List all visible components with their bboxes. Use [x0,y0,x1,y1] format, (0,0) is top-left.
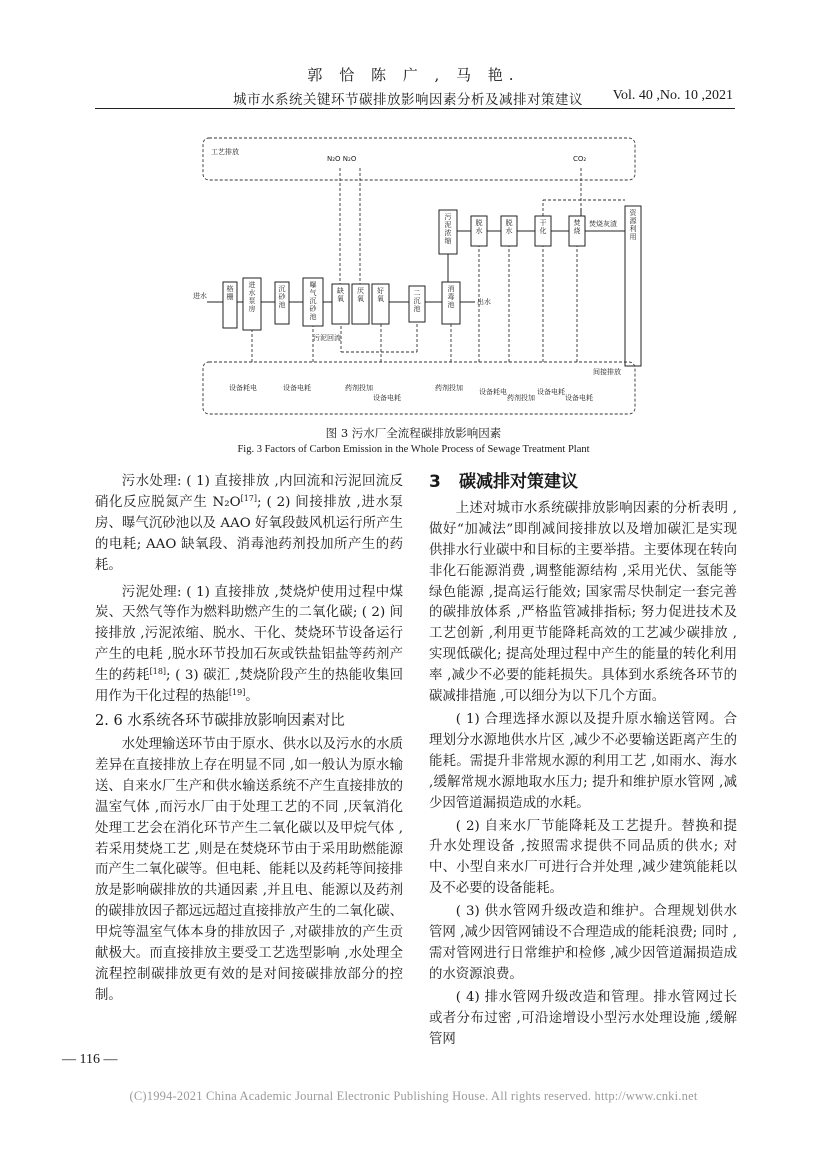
box-anoxic-label: 缺氧 [337,287,344,303]
paragraph-overview: 上述对城市水系统碳排放影响因素的分析表明 ,做好“加减法”即削减间接排放以及增加碳汇是实现供排水行业碳中和目标的主要举措。主要体现在转向非化石能源消费 ,调整能源结构 ,采用光伏、氢能等绿色能源 ,提高运行能效; 国家需尽快制定一套完善的碳排放体系 ,严格监管减排指标; 努力促进技术及工艺创新 ,利用更节能降耗高效的工艺减少碳排放 ,实现低碳化; 提高处理过程中产生的能量的转化利用率 ,减少不必要的能耗损失。具体到水系统各环节的碳减排措施 ,可以细分为以下几个方面。 [429,500,737,705]
indirect-emission-label: 间接排放 [593,368,621,376]
indirect-item: 药剂投加 [507,394,535,402]
left-column [95,472,403,1007]
box-disinfect-label: 消毒池 [447,285,455,309]
indirect-items [229,383,593,402]
outlet-label: 出水 [477,298,491,306]
inlet-label: 进水 [193,292,207,300]
burn-side-label: 焚烧灰渣 [589,220,617,228]
box-drying-label: 干化 [539,219,547,235]
paragraph-wastewater: 污水处理: ( 1) 直接排放 ,内回流和污泥回流反硝化反应脱氮产生 N₂O[17]; ( 2) 间接排放 ,进水泵房、曝气沉砂池以及 AAO 好氧段鼓风机运行所产生的电耗; AAO 缺氧段、消毒池药剂投加所产生的药耗。 [95,474,403,573]
section-heading-2-6: 2. 6 水系统各环节碳排放影响因素对比 [95,712,345,729]
box-secondary-label: 二沉池 [413,289,421,313]
box-incineration-label: 焚烧 [573,219,581,235]
box-anaerobic-label: 厌氧 [357,287,364,303]
indirect-item: 药剂投加 [345,384,373,392]
box-dewater2-label: 脱水 [505,219,513,235]
indirect-item: 设备电耗 [565,394,593,402]
authors: 郭 恰 陈 广 , 马 艳. [307,66,520,84]
box-oxic-label: 好氧 [377,287,384,303]
page-number: — 116 — [62,1052,118,1067]
gas-n2o-label: N₂O N₂O [327,155,357,163]
direct-emission-label: 工艺排放 [211,148,239,156]
direct-emission-region [203,138,635,180]
paragraph-measure-4: ( 4) 排水管网升级改造和管理。排水管网过长或者分布过密 ,可沿途增设小型污水处理设施 ,缓解管网 [429,989,737,1047]
indirect-item: 设备电耗 [373,394,401,402]
running-head [95,88,735,109]
process-diagram [195,130,645,420]
indirect-item: 药剂投加 [435,384,463,392]
paragraph-measure-3: ( 3) 供水管网升级改造和维护。合理规划供水管网 ,减少因管网铺设不合理造成的能耗浪费; 同时 ,需对管网进行日常维护和检修 ,减少因管道漏损造成的水资源浪费。 [429,904,737,982]
right-column [429,472,737,1050]
box-dewatering-label: 脱水 [475,219,483,235]
box-reuse-label: 资源利用 [629,209,637,241]
figure-caption-cn: 图 3 污水厂全流程碳排放影响因素 [325,426,502,440]
indirect-item: 设备电耗 [537,388,565,396]
recycle-label: 污泥回流 [313,334,341,342]
box-pump-label: 进水泵房 [248,281,256,313]
running-title: 城市水系统关键环节碳排放影响因素分析及减排对策建议 [233,92,583,108]
paragraph-comparison: 水处理输送环节由于原水、供水以及污水的水质差异在直接排放上存在明显不同 ,如一般认为原水输送、自来水厂生产和供水输送系统不产生直接排放的温室气体 ,而污水厂由于处理工艺的不同 ,厌氧消化处理工艺会在消化环节产生二氧化碳以及甲烷气体 ,若采用焚烧工艺 ,则是在焚烧环节由于采用助燃能源而产生二氧化碳等。但电耗、能耗以及药耗等间接排放是影响碳排放的共通因素 ,并且电、能源以及药剂的碳排放因子都远远超过直接排放产生的二氧化碳、甲烷等温室气体本身的排放因子 ,对碳排放的产生贡献极大。而直接排放主要受工艺选型影响 ,水处理全流程控制碳排放更有效的是对间接碳排放部分的控制。 [95,736,403,1003]
box-grille-label: 格栅 [226,285,234,301]
indirect-item: 设备耗电 [479,388,507,396]
indirect-item: 设备耗电 [229,384,257,392]
copyright-notice: (C)1994-2021 China Academic Journal Electronic Publishing House. All rights reserved. http://www.cnki.net [129,1089,698,1103]
box-grit-label: 沉砂池 [278,285,286,309]
box-thickening-label: 污泥浓缩 [444,213,452,245]
box-aerated-grit-label: 曝气沉砂池 [309,281,317,321]
paragraph-measure-1: ( 1) 合理选择水源以及提升原水输送管网。合理划分水源地供水片区 ,减少不必要输送距离产生的能耗。需提升非常规水源的利用工艺 ,如雨水、海水 ,缓解常规水源地取水压力; 提升和维护原水管网 ,减少因管道漏损造成的水耗。 [429,711,737,811]
paragraph-sludge: 污泥处理: ( 1) 直接排放 ,焚烧炉使用过程中煤炭、天然气等作为燃料助燃产生的二氧化碳; ( 2) 间接排放 ,污泥浓缩、脱水、干化、焚烧环节设备运行产生的电耗 ,脱水环节投加石灰或铁盐铝盐等药剂产生的药耗[18]; ( 3) 碳汇 ,焚烧阶段产生的热能收集回用作为干化过程的热能[19]。 [95,584,404,705]
indirect-emission-region [203,362,635,414]
volume-info: Vol. 40 ,No. 10 ,2021 [612,88,733,103]
figure-caption-en: Fig. 3 Factors of Carbon Emission in the Whole Process of Sewage Treatment Plant [237,444,590,455]
section-heading-3: 3 碳减排对策建议 [429,472,578,492]
indirect-item: 设备电耗 [283,384,311,392]
gas-co2-label: CO₂ [573,155,587,163]
paragraph-measure-2: ( 2) 自来水厂节能降耗及工艺提升。替换和提升水处理设备 ,按照需求提供不同品质的供水; 对中、小型自来水厂可进行合并处理 ,减少建筑能耗以及不必要的设备能耗。 [429,818,737,897]
